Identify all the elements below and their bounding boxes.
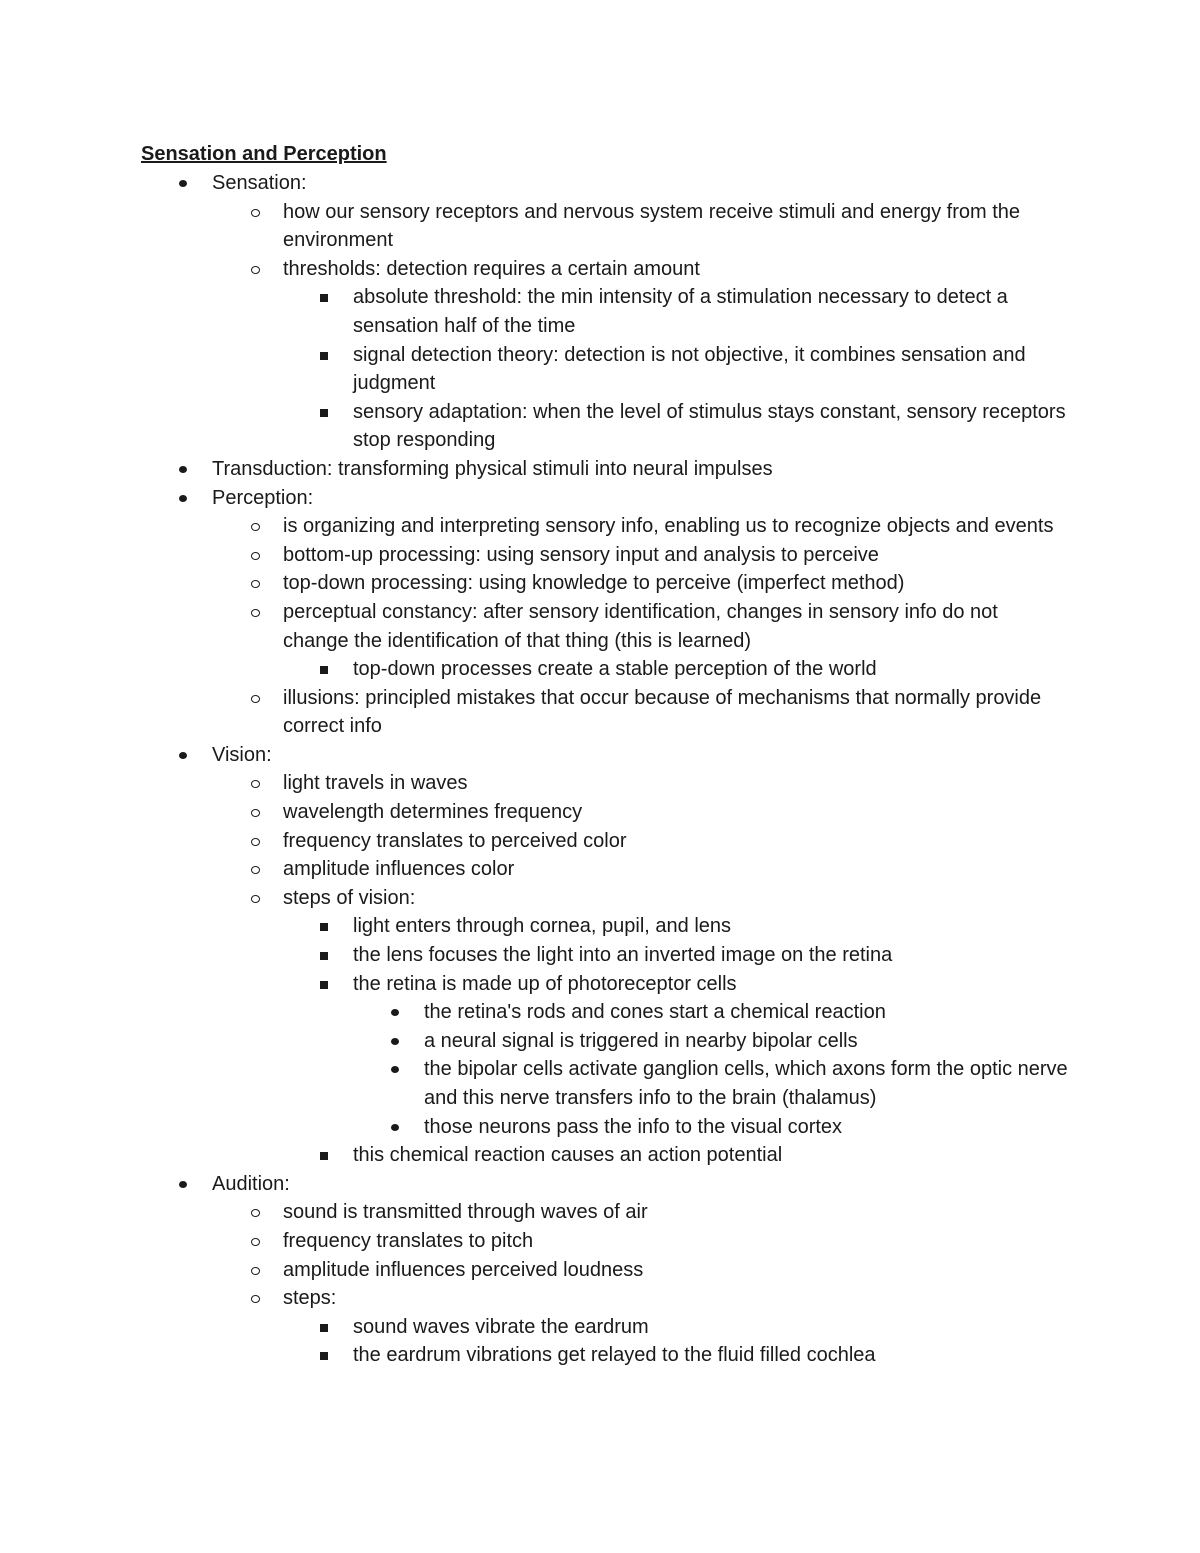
list-item-text: top-down processes create a stable perception of the world (353, 658, 877, 681)
circle-bullet-icon (251, 523, 260, 531)
circle-bullet-icon (251, 580, 260, 588)
list-item-text: thresholds: detection requires a certain amount (283, 257, 700, 280)
list-item-text: the bipolar cells activate ganglion cells, which axons form the optic nerve and this nerve transfers info to the brain (thalamus) (424, 1058, 1068, 1109)
circle-bullet-icon (251, 1295, 260, 1303)
list-item-text: the eardrum vibrations get relayed to the fluid filled cochlea (353, 1344, 876, 1367)
list-item-level-1 (212, 169, 992, 198)
list-item-text: this chemical reaction causes an action potential (353, 1144, 783, 1167)
list-item-level-2 (283, 1284, 1063, 1313)
list-item-level-3 (353, 341, 1073, 398)
list-item-level-4 (424, 1027, 1084, 1056)
square-bullet-icon (320, 1324, 328, 1332)
list-item-text: steps of vision: (283, 886, 416, 909)
list-item-level-2 (283, 855, 1063, 884)
list-item-level-1 (212, 1170, 992, 1199)
list-item-level-4 (424, 998, 1084, 1027)
list-item-text: sound is transmitted through waves of air (283, 1201, 648, 1224)
list-item-level-2 (283, 512, 1063, 541)
list-item-level-3 (353, 283, 1073, 340)
list-item-level-2 (283, 569, 1063, 598)
list-item-text: wavelength determines frequency (283, 801, 583, 824)
disc-bullet-icon (179, 495, 187, 502)
list-item-level-2 (283, 1198, 1063, 1227)
circle-bullet-icon (251, 609, 260, 617)
disc-bullet-icon (179, 180, 187, 187)
square-bullet-icon (320, 409, 328, 417)
circle-bullet-icon (251, 1238, 260, 1246)
list-item-level-1 (212, 484, 992, 513)
list-item-level-1 (212, 741, 992, 770)
list-item-text: how our sensory receptors and nervous system receive stimuli and energy from the environment (283, 200, 1021, 252)
list-item-text: light travels in waves (283, 772, 468, 795)
circle-bullet-icon (251, 866, 260, 874)
list-item-text: perceptual constancy: after sensory identification, changes in sensory info do not change the identification of that thing (this is learned) (283, 600, 998, 652)
list-item-text: top-down processing: using knowledge to perceive (imperfect method) (283, 572, 905, 595)
disc-bullet-icon (179, 466, 187, 473)
list-item-level-2 (283, 598, 1063, 655)
list-item-text: those neurons pass the info to the visual cortex (424, 1115, 843, 1138)
list-item-text: signal detection theory: detection is not objective, it combines sensation and judgment (353, 343, 1026, 395)
circle-bullet-icon (251, 895, 260, 903)
list-item-text: frequency translates to perceived color (283, 829, 627, 852)
list-item-level-2 (283, 1227, 1063, 1256)
circle-bullet-icon (251, 1209, 260, 1217)
list-item-text: the retina's rods and cones start a chemical reaction (424, 1001, 886, 1024)
list-item-level-3 (353, 970, 1073, 999)
circle-bullet-icon (251, 1267, 260, 1275)
circle-bullet-icon (251, 266, 260, 274)
list-item-level-3 (353, 941, 1073, 970)
list-item-text: Perception: (212, 486, 314, 509)
list-item-level-2 (283, 684, 1063, 741)
list-item-level-3 (353, 1141, 1073, 1170)
list-item-level-2 (283, 1256, 1063, 1285)
disc-bullet-icon (391, 1066, 399, 1073)
circle-bullet-icon (251, 809, 260, 817)
circle-bullet-icon (251, 695, 260, 703)
square-bullet-icon (320, 666, 328, 674)
list-item-text: the lens focuses the light into an inverted image on the retina (353, 944, 893, 967)
list-item-level-2 (283, 541, 1063, 570)
list-item-text: a neural signal is triggered in nearby bipolar cells (424, 1029, 858, 1052)
list-item-text: absolute threshold: the min intensity of a stimulation necessary to detect a sensation half of the time (353, 286, 1008, 337)
square-bullet-icon (320, 981, 328, 989)
list-item-text: sound waves vibrate the eardrum (353, 1315, 649, 1338)
square-bullet-icon (320, 352, 328, 360)
list-item-level-3 (353, 655, 1073, 684)
circle-bullet-icon (251, 838, 260, 846)
square-bullet-icon (320, 952, 328, 960)
list-item-text: Transduction: transforming physical stimuli into neural impulses (212, 457, 773, 480)
circle-bullet-icon (251, 780, 260, 788)
list-item-text: amplitude influences perceived loudness (283, 1258, 644, 1281)
list-item-level-2 (283, 255, 1063, 284)
circle-bullet-icon (251, 209, 260, 217)
list-item-level-4 (424, 1113, 1084, 1142)
disc-bullet-icon (391, 1038, 399, 1045)
list-item-text: sensory adaptation: when the level of stimulus stays constant, sensory receptors stop responding (353, 400, 1066, 452)
circle-bullet-icon (251, 552, 260, 560)
square-bullet-icon (320, 294, 328, 302)
disc-bullet-icon (179, 752, 187, 759)
list-item-level-3 (353, 1341, 1073, 1370)
list-item-text: steps: (283, 1287, 337, 1310)
list-item-level-4 (424, 1055, 1084, 1112)
disc-bullet-icon (391, 1009, 399, 1016)
list-item-level-2 (283, 827, 1063, 856)
list-item-level-2 (283, 798, 1063, 827)
list-item-level-2 (283, 884, 1063, 913)
list-item-text: Sensation: (212, 172, 307, 194)
list-item-level-2 (283, 198, 1063, 255)
list-item-level-3 (353, 912, 1073, 941)
list-item-level-2 (283, 769, 1063, 798)
square-bullet-icon (320, 1352, 328, 1360)
page-title: Sensation and Perception (141, 143, 387, 165)
list-item-text: light enters through cornea, pupil, and lens (353, 915, 732, 938)
list-item-text: illusions: principled mistakes that occur because of mechanisms that normally provide correct info (283, 686, 1042, 738)
notes-outline (0, 169, 1200, 1370)
list-item-text: frequency translates to pitch (283, 1229, 534, 1252)
list-item-level-1 (212, 455, 992, 484)
list-item-level-3 (353, 398, 1073, 455)
disc-bullet-icon (179, 1181, 187, 1188)
list-item-text: bottom-up processing: using sensory input and analysis to perceive (283, 543, 879, 566)
list-item-text: is organizing and interpreting sensory info, enabling us to recognize objects and events (283, 515, 1054, 538)
list-item-text: the retina is made up of photoreceptor cells (353, 972, 737, 995)
list-item-text: amplitude influences color (283, 858, 515, 881)
list-item-level-3 (353, 1313, 1073, 1342)
square-bullet-icon (320, 923, 328, 931)
disc-bullet-icon (391, 1124, 399, 1131)
list-item-text: Vision: (212, 743, 272, 766)
list-item-text: Audition: (212, 1172, 290, 1195)
square-bullet-icon (320, 1152, 328, 1160)
